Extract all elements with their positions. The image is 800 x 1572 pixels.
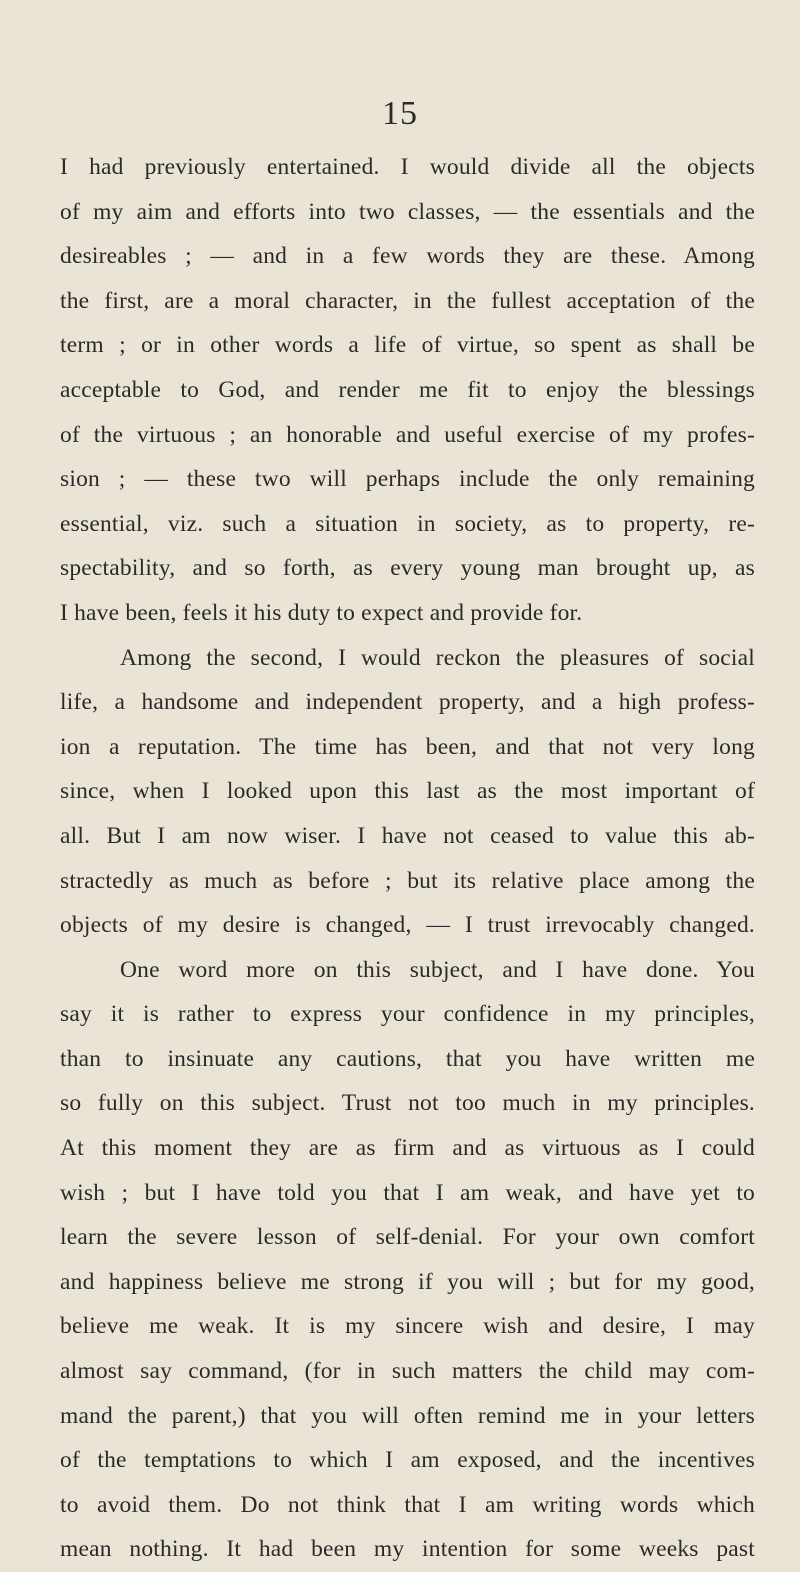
text-line: spectability, and so forth, as every young man brought up, as bbox=[60, 555, 755, 582]
text-line: all. But I am now wiser. I have not ceased to value this ab- bbox=[60, 822, 755, 849]
text-line: to avoid them. Do not think that I am writing words which bbox=[60, 1491, 755, 1518]
text-line: stractedly as much as before ; but its relative place among the bbox=[60, 867, 755, 894]
text-line: mand the parent,) that you will often remind me in your letters bbox=[60, 1402, 755, 1429]
text-line: mean nothing. It had been my intention for some weeks past bbox=[60, 1536, 755, 1563]
text-line: Among the second, I would reckon the pleasures of social bbox=[120, 644, 755, 671]
text-line: desireables ; — and in a few words they are these. Among bbox=[60, 243, 755, 270]
text-line: At this moment they are as firm and as virtuous as I could bbox=[60, 1135, 755, 1162]
text-line: believe me weak. It is my sincere wish and desire, I may bbox=[60, 1313, 755, 1340]
text-line: since, when I looked upon this last as the most important of bbox=[60, 778, 755, 805]
text-line: ion a reputation. The time has been, and that not very long bbox=[60, 733, 755, 760]
text-line: almost say command, (for in such matters the child may com- bbox=[60, 1358, 755, 1385]
text-line: say it is rather to express your confidence in my principles, bbox=[60, 1001, 755, 1028]
text-line: I have been, feels it his duty to expect and provide for. bbox=[60, 599, 583, 626]
text-line: the first, are a moral character, in the fullest acceptation of the bbox=[60, 287, 755, 314]
page-number: 15 bbox=[382, 95, 418, 132]
text-line: life, a handsome and independent property, and a high profess- bbox=[60, 689, 755, 716]
text-line: of the temptations to which I am exposed, and the incentives bbox=[60, 1447, 755, 1474]
text-line: and happiness believe me strong if you will ; but for my good, bbox=[60, 1268, 755, 1295]
text-line: learn the severe lesson of self-denial. For your own comfort bbox=[60, 1224, 755, 1251]
text-line: essential, viz. such a situation in society, as to property, re- bbox=[60, 510, 755, 537]
text-line: so fully on this subject. Trust not too much in my principles. bbox=[60, 1090, 755, 1117]
text-line: I had previously entertained. I would divide all the objects bbox=[60, 154, 755, 180]
text-line: One word more on this subject, and I have done. You bbox=[120, 956, 755, 983]
body-text bbox=[60, 145, 755, 1572]
text-line: of the virtuous ; an honorable and useful exercise of my profes- bbox=[60, 421, 755, 448]
text-line: sion ; — these two will perhaps include the only remaining bbox=[60, 466, 755, 493]
text-line: term ; or in other words a life of virtue, so spent as shall be bbox=[60, 332, 755, 359]
text-line: acceptable to God, and render me fit to enjoy the blessings bbox=[60, 376, 755, 403]
text-line: objects of my desire is changed, — I trust irrevocably changed. bbox=[60, 912, 755, 939]
text-line: wish ; but I have told you that I am weak, and have yet to bbox=[60, 1179, 755, 1206]
text-line: of my aim and efforts into two classes, — the essentials and the bbox=[60, 198, 755, 225]
text-line: than to insinuate any cautions, that you have written me bbox=[60, 1045, 755, 1072]
